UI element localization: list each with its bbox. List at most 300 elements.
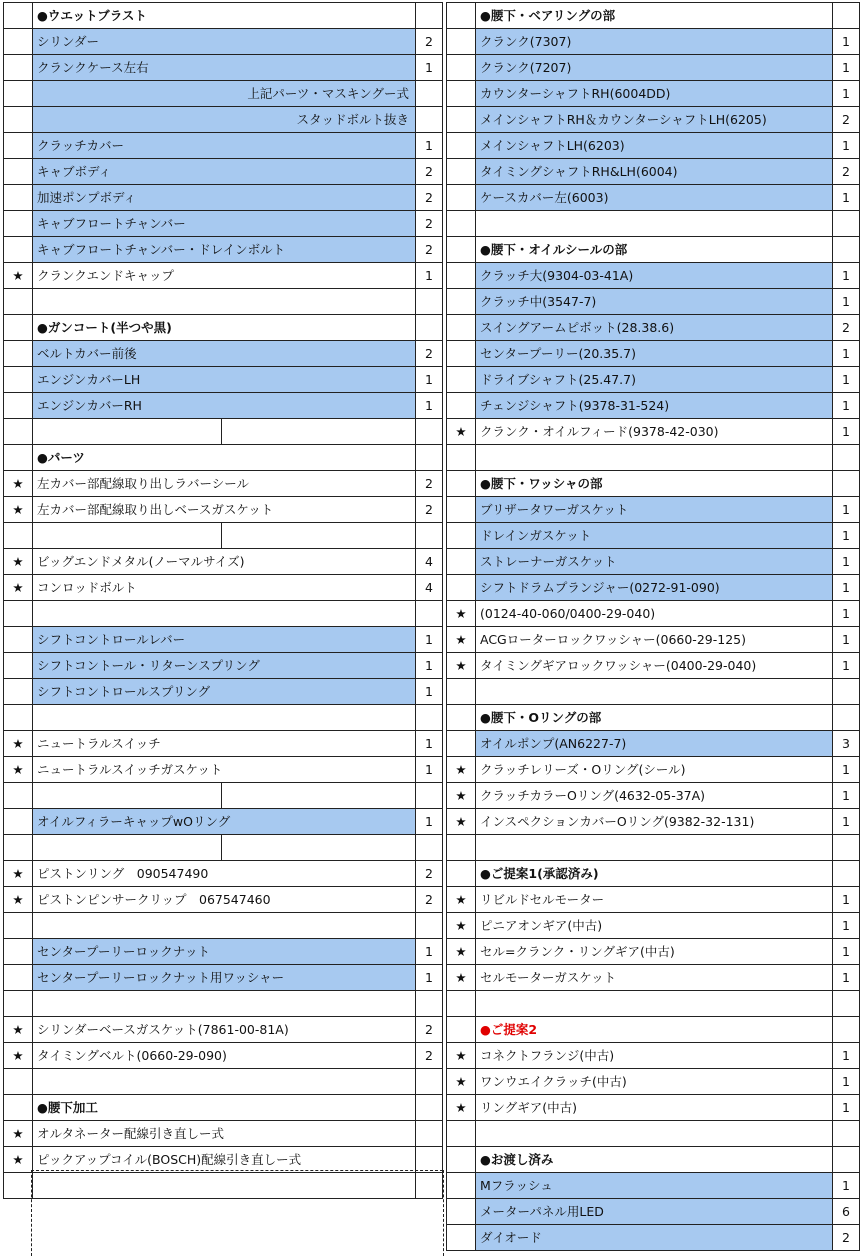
right-parts-row: [447, 1121, 860, 1147]
quantity-cell: 1: [416, 757, 443, 783]
star-marker-cell: ★: [447, 601, 476, 627]
left-parts-row: [4, 835, 443, 861]
quantity-cell: 1: [416, 809, 443, 835]
star-marker-cell: [447, 1121, 476, 1147]
right-parts-row: [447, 731, 860, 757]
right-parts-row: [447, 783, 860, 809]
star-marker-cell: [4, 991, 33, 1017]
part-name-cell: タイミングシャフトRH&LH(6004): [476, 159, 833, 185]
star-marker-cell: ★: [4, 1017, 33, 1043]
section-heading: ●腰下・オイルシールの部: [476, 237, 833, 263]
right-parts-row: [447, 705, 860, 731]
right-parts-row: [447, 887, 860, 913]
quantity-cell: [416, 81, 443, 107]
quantity-cell: 2: [416, 341, 443, 367]
left-parts-row: [4, 1121, 443, 1147]
quantity-cell: 1: [833, 1095, 860, 1121]
quantity-cell: [833, 211, 860, 237]
quantity-cell: 1: [416, 679, 443, 705]
part-name-cell: [33, 1069, 416, 1095]
star-marker-cell: ★: [4, 887, 33, 913]
right-parts-row: [447, 419, 860, 445]
right-parts-row: [447, 393, 860, 419]
part-name-cell: [33, 601, 416, 627]
quantity-cell: [833, 1017, 860, 1043]
part-name-cell: [33, 913, 416, 939]
right-parts-row: [447, 289, 860, 315]
star-marker-cell: [4, 653, 33, 679]
star-marker-cell: ★: [4, 1043, 33, 1069]
quantity-cell: [416, 835, 443, 861]
part-name-cell: [33, 991, 416, 1017]
right-parts-row: [447, 601, 860, 627]
right-parts-row: [447, 653, 860, 679]
part-name-cell: コンロッドボルト: [33, 575, 416, 601]
left-parts-row: [4, 29, 443, 55]
quantity-cell: [416, 445, 443, 471]
star-marker-cell: [447, 29, 476, 55]
right-parts-row: [447, 55, 860, 81]
quantity-cell: 2: [833, 1225, 860, 1251]
part-name-cell: タイミングギアロックワッシャー(0400-29-040): [476, 653, 833, 679]
right-parts-row: [447, 1147, 860, 1173]
quantity-cell: 1: [833, 653, 860, 679]
left-parts-row: [4, 913, 443, 939]
star-marker-cell: [4, 965, 33, 991]
right-column: [446, 2, 860, 1251]
star-marker-cell: [447, 835, 476, 861]
star-marker-cell: [447, 1017, 476, 1043]
part-name-cell: ACGローターロックワッシャー(0660-29-125): [476, 627, 833, 653]
star-marker-cell: [4, 393, 33, 419]
left-parts-row: [4, 757, 443, 783]
right-parts-row: [447, 809, 860, 835]
right-parts-row: [447, 1173, 860, 1199]
left-parts-row: [4, 185, 443, 211]
section-heading: ●腰下・Oリングの部: [476, 705, 833, 731]
right-parts-row: [447, 185, 860, 211]
page-break-line-left: [31, 1170, 32, 1256]
quantity-cell: 6: [833, 1199, 860, 1225]
star-marker-cell: [447, 107, 476, 133]
part-name-cell: キャブフロートチャンバー: [33, 211, 416, 237]
star-marker-cell: [4, 679, 33, 705]
right-parts-row: [447, 367, 860, 393]
left-parts-row: [4, 549, 443, 575]
star-marker-cell: [4, 185, 33, 211]
quantity-cell: 1: [833, 341, 860, 367]
quantity-cell: 1: [833, 393, 860, 419]
star-marker-cell: [447, 211, 476, 237]
left-parts-row: [4, 55, 443, 81]
quantity-cell: 2: [833, 107, 860, 133]
star-marker-cell: ★: [447, 809, 476, 835]
left-parts-row: [4, 133, 443, 159]
star-marker-cell: [447, 289, 476, 315]
left-parts-row: [4, 81, 443, 107]
part-name-cell: エンジンカバーLH: [33, 367, 416, 393]
part-name-cell: セルモーターガスケット: [476, 965, 833, 991]
star-marker-cell: [4, 29, 33, 55]
part-name-cell: 左カバー部配線取り出しベースガスケット: [33, 497, 416, 523]
quantity-cell: 1: [833, 289, 860, 315]
part-name-cell: インスペクションカバーOリング(9382-32-131): [476, 809, 833, 835]
quantity-cell: 1: [833, 913, 860, 939]
star-marker-cell: [447, 679, 476, 705]
star-marker-cell: [4, 55, 33, 81]
star-marker-cell: [447, 263, 476, 289]
star-marker-cell: [4, 913, 33, 939]
quantity-cell: [416, 1121, 443, 1147]
part-name-cell: クラッチカバー: [33, 133, 416, 159]
right-parts-row: [447, 237, 860, 263]
quantity-cell: 1: [416, 965, 443, 991]
quantity-cell: [416, 991, 443, 1017]
part-name-cell: ダイオード: [476, 1225, 833, 1251]
quantity-cell: [416, 601, 443, 627]
star-marker-cell: [447, 1225, 476, 1251]
star-marker-cell: [447, 3, 476, 29]
quantity-cell: 1: [833, 523, 860, 549]
part-name-cell: クラッチ中(3547-7): [476, 289, 833, 315]
right-parts-row: [447, 81, 860, 107]
quantity-cell: [416, 419, 443, 445]
star-marker-cell: [447, 81, 476, 107]
star-marker-cell: ★: [447, 939, 476, 965]
left-parts-row: [4, 445, 443, 471]
quantity-cell: [833, 3, 860, 29]
star-marker-cell: [447, 575, 476, 601]
part-name-cell: クラッチカラーOリング(4632-05-37A): [476, 783, 833, 809]
right-parts-row: [447, 445, 860, 471]
star-marker-cell: [447, 1199, 476, 1225]
part-name-cell: ベルトカバー前後: [33, 341, 416, 367]
right-parts-row: [447, 913, 860, 939]
quantity-cell: [416, 783, 443, 809]
star-marker-cell: [447, 861, 476, 887]
star-marker-cell: [4, 1173, 33, 1199]
left-parts-row: [4, 939, 443, 965]
star-marker-cell: ★: [447, 1069, 476, 1095]
part-name-cell: シフトコントロールレバー: [33, 627, 416, 653]
part-name-cell: 上記パーツ・マスキングー式: [33, 81, 416, 107]
star-marker-cell: [4, 445, 33, 471]
left-parts-row: [4, 159, 443, 185]
quantity-cell: 2: [833, 315, 860, 341]
quantity-cell: [416, 1069, 443, 1095]
right-parts-row: [447, 1199, 860, 1225]
part-name-cell: キャブボディ: [33, 159, 416, 185]
quantity-cell: [416, 1147, 443, 1173]
quantity-cell: 1: [833, 783, 860, 809]
part-name-cell: リングギア(中古): [476, 1095, 833, 1121]
part-name-cell: メインシャフトRH＆カウンターシャフトLH(6205): [476, 107, 833, 133]
part-name-cell: クランク・オイルフィード(9378-42-030): [476, 419, 833, 445]
page-break-line-center: [443, 1170, 444, 1256]
part-name-cell: ニュートラルスイッチガスケット: [33, 757, 416, 783]
left-parts-row: [4, 263, 443, 289]
star-marker-cell: ★: [447, 965, 476, 991]
section-heading: ●ご提案1(承認済み): [476, 861, 833, 887]
star-marker-cell: ★: [4, 1147, 33, 1173]
star-marker-cell: [447, 705, 476, 731]
quantity-cell: 2: [416, 185, 443, 211]
quantity-cell: 1: [833, 1069, 860, 1095]
part-name-cell: カウンターシャフトRH(6004DD): [476, 81, 833, 107]
quantity-cell: 2: [416, 471, 443, 497]
section-heading: ●パーツ: [33, 445, 416, 471]
part-name-cell: Mフラッシュ: [476, 1173, 833, 1199]
star-marker-cell: [447, 471, 476, 497]
part-name-cell: [476, 445, 833, 471]
star-marker-cell: ★: [4, 757, 33, 783]
part-name-cell: オルタネーター配線引き直しー式: [33, 1121, 416, 1147]
right-parts-table: [446, 2, 860, 1251]
quantity-cell: 1: [416, 133, 443, 159]
left-parts-row: [4, 1173, 443, 1199]
quantity-cell: 2: [416, 887, 443, 913]
star-marker-cell: [4, 211, 33, 237]
left-parts-row: [4, 107, 443, 133]
part-name-cell: センタープーリーロックナット: [33, 939, 416, 965]
left-parts-row: [4, 341, 443, 367]
star-marker-cell: [4, 601, 33, 627]
section-heading: ●腰下・ベアリングの部: [476, 3, 833, 29]
section-heading: ●ウエットブラスト: [33, 3, 416, 29]
part-name-cell: メインシャフトLH(6203): [476, 133, 833, 159]
empty-split-cell: [33, 783, 416, 809]
quantity-cell: 1: [833, 367, 860, 393]
right-parts-row: [447, 627, 860, 653]
part-name-cell: ドレインガスケット: [476, 523, 833, 549]
star-marker-cell: [447, 497, 476, 523]
page-break-line-horizontal: [31, 1170, 443, 1171]
right-parts-row: [447, 1043, 860, 1069]
right-parts-row: [447, 1095, 860, 1121]
part-name-cell: [476, 679, 833, 705]
left-parts-row: [4, 1043, 443, 1069]
right-parts-row: [447, 861, 860, 887]
part-name-cell: シフトドラムプランジャー(0272-91-090): [476, 575, 833, 601]
right-parts-row: [447, 341, 860, 367]
right-parts-row: [447, 1069, 860, 1095]
left-parts-row: [4, 211, 443, 237]
part-name-cell: ピニアオンギア(中古): [476, 913, 833, 939]
part-name-cell: [33, 705, 416, 731]
right-parts-row: [447, 1017, 860, 1043]
left-parts-row: [4, 393, 443, 419]
quantity-cell: [833, 237, 860, 263]
star-marker-cell: [4, 939, 33, 965]
part-name-cell: ケースカバー左(6003): [476, 185, 833, 211]
star-marker-cell: [447, 367, 476, 393]
star-marker-cell: ★: [4, 497, 33, 523]
left-parts-row: [4, 523, 443, 549]
left-parts-row: [4, 237, 443, 263]
left-parts-row: [4, 1069, 443, 1095]
right-parts-row: [447, 523, 860, 549]
empty-split-cell: [33, 419, 416, 445]
star-marker-cell: [447, 237, 476, 263]
right-parts-row: [447, 835, 860, 861]
left-parts-row: [4, 3, 443, 29]
right-parts-row: [447, 1225, 860, 1251]
star-marker-cell: [4, 237, 33, 263]
quantity-cell: 2: [416, 861, 443, 887]
quantity-cell: [833, 471, 860, 497]
left-parts-row: [4, 315, 443, 341]
right-parts-row: [447, 29, 860, 55]
quantity-cell: 1: [833, 965, 860, 991]
right-parts-row: [447, 159, 860, 185]
quantity-cell: [416, 3, 443, 29]
part-name-cell: クランクエンドキャップ: [33, 263, 416, 289]
star-marker-cell: [4, 627, 33, 653]
right-parts-row: [447, 939, 860, 965]
part-name-cell: ピストンピンサークリップ 067547460: [33, 887, 416, 913]
right-parts-row: [447, 757, 860, 783]
quantity-cell: [416, 315, 443, 341]
star-marker-cell: [447, 731, 476, 757]
star-marker-cell: [447, 55, 476, 81]
quantity-cell: 1: [833, 185, 860, 211]
left-parts-row: [4, 1017, 443, 1043]
quantity-cell: 1: [833, 887, 860, 913]
quantity-cell: 1: [833, 263, 860, 289]
section-heading: ●腰下加工: [33, 1095, 416, 1121]
empty-split-cell: [33, 835, 416, 861]
part-name-cell: クラッチレリーズ・Oリング(シール): [476, 757, 833, 783]
star-marker-cell: ★: [4, 549, 33, 575]
star-marker-cell: ★: [447, 913, 476, 939]
quantity-cell: 1: [833, 939, 860, 965]
quantity-cell: 1: [833, 55, 860, 81]
quantity-cell: 1: [833, 81, 860, 107]
quantity-cell: 2: [416, 1043, 443, 1069]
star-marker-cell: [447, 445, 476, 471]
quantity-cell: 1: [416, 653, 443, 679]
right-parts-row: [447, 211, 860, 237]
part-name-cell: クラッチ大(9304-03-41A): [476, 263, 833, 289]
quantity-cell: 4: [416, 575, 443, 601]
right-parts-row: [447, 679, 860, 705]
quantity-cell: 1: [833, 1173, 860, 1199]
star-marker-cell: [4, 3, 33, 29]
star-marker-cell: ★: [4, 731, 33, 757]
left-parts-table: [3, 2, 443, 1199]
section-heading: ●お渡し済み: [476, 1147, 833, 1173]
part-name-cell: シリンダーベースガスケット(7861-00-81A): [33, 1017, 416, 1043]
part-name-cell: クランク(7207): [476, 55, 833, 81]
left-parts-row: [4, 705, 443, 731]
right-parts-row: [447, 497, 860, 523]
part-name-cell: エンジンカバーRH: [33, 393, 416, 419]
quantity-cell: 1: [833, 757, 860, 783]
quantity-cell: 4: [416, 549, 443, 575]
part-name-cell: センタープーリー(20.35.7): [476, 341, 833, 367]
star-marker-cell: ★: [447, 887, 476, 913]
part-name-cell: ワンウエイクラッチ(中古): [476, 1069, 833, 1095]
right-parts-row: [447, 263, 860, 289]
part-name-cell: オイルフィラーキャップwOリング: [33, 809, 416, 835]
quantity-cell: [416, 289, 443, 315]
star-marker-cell: [447, 315, 476, 341]
star-marker-cell: [447, 393, 476, 419]
left-parts-row: [4, 1147, 443, 1173]
star-marker-cell: [447, 341, 476, 367]
part-name-cell: タイミングベルト(0660-29-090): [33, 1043, 416, 1069]
section-heading: ●ガンコート(半つや黒): [33, 315, 416, 341]
part-name-cell: (0124-40-060/0400-29-040): [476, 601, 833, 627]
left-parts-row: [4, 575, 443, 601]
part-name-cell: [476, 991, 833, 1017]
star-marker-cell: ★: [4, 471, 33, 497]
quantity-cell: [416, 1173, 443, 1199]
star-marker-cell: [4, 1069, 33, 1095]
left-column: [3, 2, 443, 1199]
quantity-cell: 1: [833, 627, 860, 653]
right-parts-row: [447, 315, 860, 341]
part-name-cell: [476, 1121, 833, 1147]
part-name-cell: スイングアームピボット(28.38.6): [476, 315, 833, 341]
quantity-cell: [416, 107, 443, 133]
quantity-cell: 1: [833, 419, 860, 445]
left-parts-row: [4, 991, 443, 1017]
part-name-cell: ニュートラルスイッチ: [33, 731, 416, 757]
part-name-cell: シフトコントロールスプリング: [33, 679, 416, 705]
star-marker-cell: [4, 1095, 33, 1121]
quantity-cell: [833, 835, 860, 861]
quantity-cell: 1: [416, 627, 443, 653]
part-name-cell: リビルドセルモーター: [476, 887, 833, 913]
left-parts-row: [4, 653, 443, 679]
quantity-cell: 2: [416, 1017, 443, 1043]
split-cell-divider: [33, 835, 222, 860]
quantity-cell: 2: [416, 211, 443, 237]
part-name-cell: ピストンリング 090547490: [33, 861, 416, 887]
right-parts-row: [447, 965, 860, 991]
split-cell-divider: [33, 783, 222, 808]
part-name-cell: キャブフロートチャンバー・ドレインボルト: [33, 237, 416, 263]
quantity-cell: [833, 679, 860, 705]
star-marker-cell: [4, 133, 33, 159]
star-marker-cell: [4, 809, 33, 835]
star-marker-cell: ★: [447, 653, 476, 679]
quantity-cell: 2: [416, 159, 443, 185]
left-parts-row: [4, 497, 443, 523]
star-marker-cell: [447, 523, 476, 549]
quantity-cell: 1: [416, 939, 443, 965]
part-name-cell: センタープーリーロックナット用ワッシャー: [33, 965, 416, 991]
right-parts-row: [447, 133, 860, 159]
left-parts-row: [4, 419, 443, 445]
left-parts-row: [4, 471, 443, 497]
star-marker-cell: [447, 185, 476, 211]
section-heading: ●腰下・ワッシャの部: [476, 471, 833, 497]
quantity-cell: 1: [416, 55, 443, 81]
part-name-cell: シリンダー: [33, 29, 416, 55]
left-parts-row: [4, 627, 443, 653]
quantity-cell: 1: [833, 29, 860, 55]
quantity-cell: 1: [833, 549, 860, 575]
empty-split-cell: [33, 523, 416, 549]
star-marker-cell: [447, 1173, 476, 1199]
quantity-cell: [833, 705, 860, 731]
quantity-cell: 1: [833, 133, 860, 159]
right-parts-row: [447, 575, 860, 601]
left-parts-row: [4, 731, 443, 757]
part-name-cell: コネクトフランジ(中古): [476, 1043, 833, 1069]
